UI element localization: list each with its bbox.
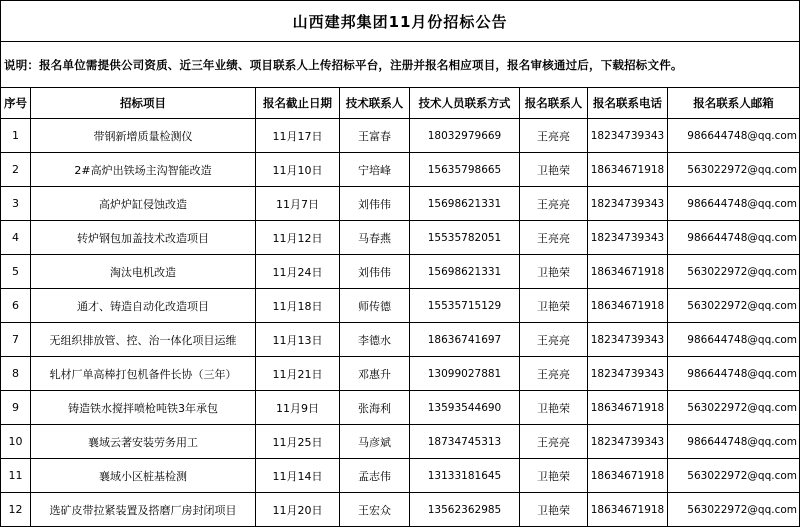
cell-reg-contact: 王亮亮 xyxy=(520,425,588,459)
cell-no: 10 xyxy=(1,425,31,459)
cell-email: 986644748@qq.com xyxy=(668,119,800,153)
cell-tech-phone: 13133181645 xyxy=(410,459,520,493)
cell-deadline: 11月21日 xyxy=(256,357,340,391)
cell-email: 563022972@qq.com xyxy=(668,153,800,187)
cell-item: 襄域小区桩基检测 xyxy=(31,459,256,493)
table-header-row xyxy=(1,88,800,119)
header-email: 报名联系人邮箱 xyxy=(668,88,800,119)
cell-item: 高炉炉缸侵蚀改造 xyxy=(31,187,256,221)
cell-deadline: 11月10日 xyxy=(256,153,340,187)
cell-tech-phone: 15698621331 xyxy=(410,187,520,221)
cell-email: 563022972@qq.com xyxy=(668,255,800,289)
cell-item: 无组织排放管、控、治一体化项目运维 xyxy=(31,323,256,357)
cell-item: 带钢新增质量检测仪 xyxy=(31,119,256,153)
cell-reg-phone: 18634671918 xyxy=(588,153,668,187)
cell-tech-phone: 18636741697 xyxy=(410,323,520,357)
cell-tech-phone: 15698621331 xyxy=(410,255,520,289)
cell-tech-phone: 15535715129 xyxy=(410,289,520,323)
cell-reg-phone: 18634671918 xyxy=(588,255,668,289)
table-row xyxy=(1,357,800,391)
cell-tech-phone: 15635798665 xyxy=(410,153,520,187)
cell-reg-phone: 18234739343 xyxy=(588,425,668,459)
cell-no: 6 xyxy=(1,289,31,323)
table-row xyxy=(1,323,800,357)
table-row xyxy=(1,255,800,289)
cell-deadline: 11月7日 xyxy=(256,187,340,221)
header-no: 序号 xyxy=(1,88,31,119)
cell-no: 11 xyxy=(1,459,31,493)
cell-reg-phone: 18234739343 xyxy=(588,221,668,255)
cell-email: 986644748@qq.com xyxy=(668,221,800,255)
cell-tech-phone: 13562362985 xyxy=(410,493,520,527)
cell-email: 563022972@qq.com xyxy=(668,391,800,425)
cell-no: 8 xyxy=(1,357,31,391)
table-row xyxy=(1,187,800,221)
cell-no: 3 xyxy=(1,187,31,221)
cell-reg-contact: 卫艳荣 xyxy=(520,255,588,289)
header-deadline: 报名截止日期 xyxy=(256,88,340,119)
cell-reg-phone: 18234739343 xyxy=(588,187,668,221)
cell-reg-contact: 卫艳荣 xyxy=(520,459,588,493)
cell-tech-contact: 李德水 xyxy=(340,323,410,357)
cell-reg-phone: 18234739343 xyxy=(588,323,668,357)
cell-tech-contact: 王富春 xyxy=(340,119,410,153)
cell-tech-phone: 18032979669 xyxy=(410,119,520,153)
cell-email: 563022972@qq.com xyxy=(668,459,800,493)
header-item: 招标项目 xyxy=(31,88,256,119)
table-row xyxy=(1,119,800,153)
table-row xyxy=(1,153,800,187)
cell-item: 襄域云著安装劳务用工 xyxy=(31,425,256,459)
cell-item: 淘汰电机改造 xyxy=(31,255,256,289)
page-title: 山西建邦集团11月份招标公告 xyxy=(1,1,800,42)
header-reg-phone: 报名联系电话 xyxy=(588,88,668,119)
cell-tech-contact: 刘伟伟 xyxy=(340,255,410,289)
instructions-note: 说明：报名单位需提供公司资质、近三年业绩、项目联系人上传招标平台，注册并报名相应项目，报名审核通过后，下载招标文件。 xyxy=(1,42,800,88)
cell-deadline: 11月17日 xyxy=(256,119,340,153)
cell-deadline: 11月20日 xyxy=(256,493,340,527)
cell-reg-contact: 王亮亮 xyxy=(520,187,588,221)
cell-tech-contact: 刘伟伟 xyxy=(340,187,410,221)
cell-email: 986644748@qq.com xyxy=(668,187,800,221)
cell-item: 2#高炉出铁场主沟智能改造 xyxy=(31,153,256,187)
cell-tech-contact: 张海利 xyxy=(340,391,410,425)
cell-reg-contact: 卫艳荣 xyxy=(520,289,588,323)
cell-reg-phone: 18234739343 xyxy=(588,119,668,153)
cell-reg-contact: 王亮亮 xyxy=(520,119,588,153)
cell-tech-contact: 马彦斌 xyxy=(340,425,410,459)
cell-email: 986644748@qq.com xyxy=(668,323,800,357)
cell-tech-phone: 15535782051 xyxy=(410,221,520,255)
cell-deadline: 11月24日 xyxy=(256,255,340,289)
cell-no: 1 xyxy=(1,119,31,153)
cell-tech-contact: 宁培峰 xyxy=(340,153,410,187)
header-tech-contact: 技术联系人 xyxy=(340,88,410,119)
table-row xyxy=(1,391,800,425)
cell-no: 2 xyxy=(1,153,31,187)
cell-reg-contact: 王亮亮 xyxy=(520,323,588,357)
header-reg-contact: 报名联系人 xyxy=(520,88,588,119)
cell-reg-phone: 18634671918 xyxy=(588,391,668,425)
cell-tech-contact: 师传德 xyxy=(340,289,410,323)
cell-tech-contact: 孟志伟 xyxy=(340,459,410,493)
cell-item: 铸造铁水搅拌喷枪吨铁3年承包 xyxy=(31,391,256,425)
cell-tech-phone: 18734745313 xyxy=(410,425,520,459)
cell-email: 563022972@qq.com xyxy=(668,493,800,527)
cell-item: 转炉钢包加盖技术改造项目 xyxy=(31,221,256,255)
cell-reg-contact: 王亮亮 xyxy=(520,221,588,255)
cell-item: 选矿皮带拉紧装置及搭磨厂房封闭项目 xyxy=(31,493,256,527)
table-row xyxy=(1,493,800,527)
cell-item: 轧材厂单高棒打包机备件长协（三年） xyxy=(31,357,256,391)
header-tech-phone: 技术人员联系方式 xyxy=(410,88,520,119)
table-row xyxy=(1,221,800,255)
cell-no: 12 xyxy=(1,493,31,527)
table-row xyxy=(1,425,800,459)
cell-tech-contact: 王宏众 xyxy=(340,493,410,527)
cell-tech-phone: 13099027881 xyxy=(410,357,520,391)
cell-deadline: 11月14日 xyxy=(256,459,340,493)
cell-reg-contact: 卫艳荣 xyxy=(520,153,588,187)
cell-deadline: 11月12日 xyxy=(256,221,340,255)
cell-tech-contact: 马春燕 xyxy=(340,221,410,255)
cell-no: 4 xyxy=(1,221,31,255)
cell-reg-phone: 18634671918 xyxy=(588,493,668,527)
table-row xyxy=(1,289,800,323)
cell-tech-phone: 13593544690 xyxy=(410,391,520,425)
cell-email: 986644748@qq.com xyxy=(668,357,800,391)
cell-reg-contact: 卫艳荣 xyxy=(520,493,588,527)
cell-deadline: 11月25日 xyxy=(256,425,340,459)
cell-no: 9 xyxy=(1,391,31,425)
cell-no: 5 xyxy=(1,255,31,289)
cell-email: 563022972@qq.com xyxy=(668,289,800,323)
cell-deadline: 11月18日 xyxy=(256,289,340,323)
cell-reg-phone: 18634671918 xyxy=(588,459,668,493)
cell-reg-phone: 18634671918 xyxy=(588,289,668,323)
cell-deadline: 11月9日 xyxy=(256,391,340,425)
table-row xyxy=(1,459,800,493)
cell-item: 通才、铸造自动化改造项目 xyxy=(31,289,256,323)
cell-reg-phone: 18234739343 xyxy=(588,357,668,391)
cell-email: 986644748@qq.com xyxy=(668,425,800,459)
cell-deadline: 11月13日 xyxy=(256,323,340,357)
cell-reg-contact: 王亮亮 xyxy=(520,357,588,391)
cell-reg-contact: 卫艳荣 xyxy=(520,391,588,425)
cell-no: 7 xyxy=(1,323,31,357)
cell-tech-contact: 邓惠升 xyxy=(340,357,410,391)
